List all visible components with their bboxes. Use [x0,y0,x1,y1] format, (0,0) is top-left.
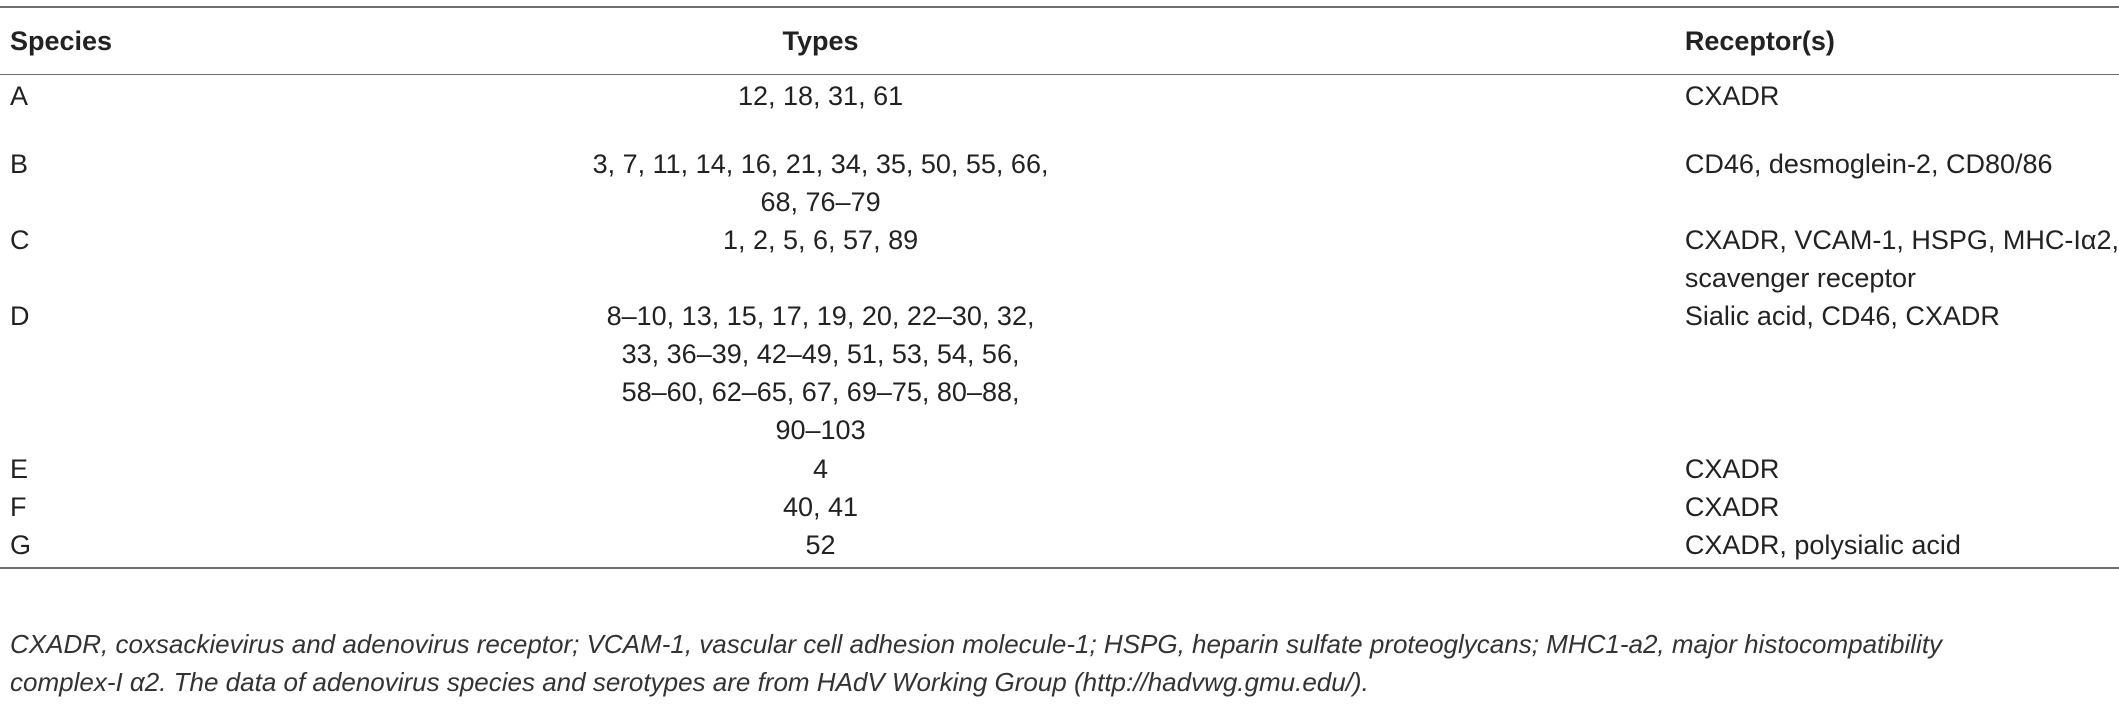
receptors-line: CXADR, polysialic acid [1684,529,1961,560]
cell-species: A [10,81,29,111]
receptors-line: CXADR [1684,491,1780,522]
table-row [0,75,2119,145]
cell-receptors [1665,221,2119,297]
cell-receptors [1665,488,2119,526]
table-row [0,221,2119,297]
cell-types [416,488,1665,526]
cell-species: F [10,491,27,522]
cell-species: B [10,148,29,179]
table-row [0,450,2119,488]
types-line: 68, 76–79 [760,186,881,217]
table-row [0,526,2119,568]
cell-types [416,221,1665,297]
table-body [0,75,2119,568]
table-row [0,488,2119,526]
types-line: 8–10, 13, 15, 17, 19, 20, 22–30, 32, [606,300,1035,331]
cell-types [416,450,1665,488]
receptors-line: CD46, desmoglein-2, CD80/86 [1684,148,2053,179]
types-line: 1, 2, 5, 6, 57, 89 [722,224,919,255]
receptors-line: scavenger receptor [1684,262,1916,293]
cell-types [416,75,1665,145]
types-line: 40, 41 [783,491,859,522]
receptors-line: Sialic acid, CD46, CXADR [1684,300,2000,331]
cell-receptors [1665,526,2119,568]
types-line: 12, 18, 31, 61 [737,81,904,111]
types-line: 90–103 [775,414,866,445]
cell-types [416,526,1665,568]
receptors-line: CXADR, VCAM-1, HSPG, MHC-Iα2, [1684,224,2119,255]
adenovirus-species-table [0,6,2119,569]
cell-types [416,297,1665,450]
cell-species: G [10,529,32,560]
footnote-line: complex-I α2. The data of adenovirus species and serotypes are from HAdV Working Group (http://hadvwg.gmu.edu/). [10,667,1369,697]
cell-types [416,145,1665,221]
header-species: Species [10,26,113,56]
types-line: 3, 7, 11, 14, 16, 21, 34, 35, 50, 55, 66, [592,148,1049,179]
footnote-line: CXADR, coxsackievirus and adenovirus receptor; VCAM-1, vascular cell adhesion molecule-1; HSPG, heparin sulfate proteoglycans; MHC1-a2, major histocompatibility [10,629,1943,659]
cell-species: E [10,453,29,484]
types-line: 33, 36–39, 42–49, 51, 53, 54, 56, [621,338,1020,369]
receptors-line: CXADR [1684,453,1780,484]
cell-receptors [1665,297,2119,450]
cell-species: C [10,224,30,255]
table-row [0,145,2119,221]
table-header [0,7,2119,75]
table-footnote [10,625,2110,701]
header-row [0,7,2119,75]
types-line: 52 [805,529,836,560]
cell-receptors [1665,450,2119,488]
cell-receptors [1665,145,2119,221]
header-types: Types [782,26,859,56]
cell-species: D [10,300,30,331]
types-line: 58–60, 62–65, 67, 69–75, 80–88, [621,376,1020,407]
header-receptors: Receptor(s) [1684,26,1835,56]
receptors-line: CXADR [1684,81,1780,111]
cell-receptors [1665,75,2119,145]
types-line: 4 [813,453,829,484]
table-row [0,297,2119,450]
